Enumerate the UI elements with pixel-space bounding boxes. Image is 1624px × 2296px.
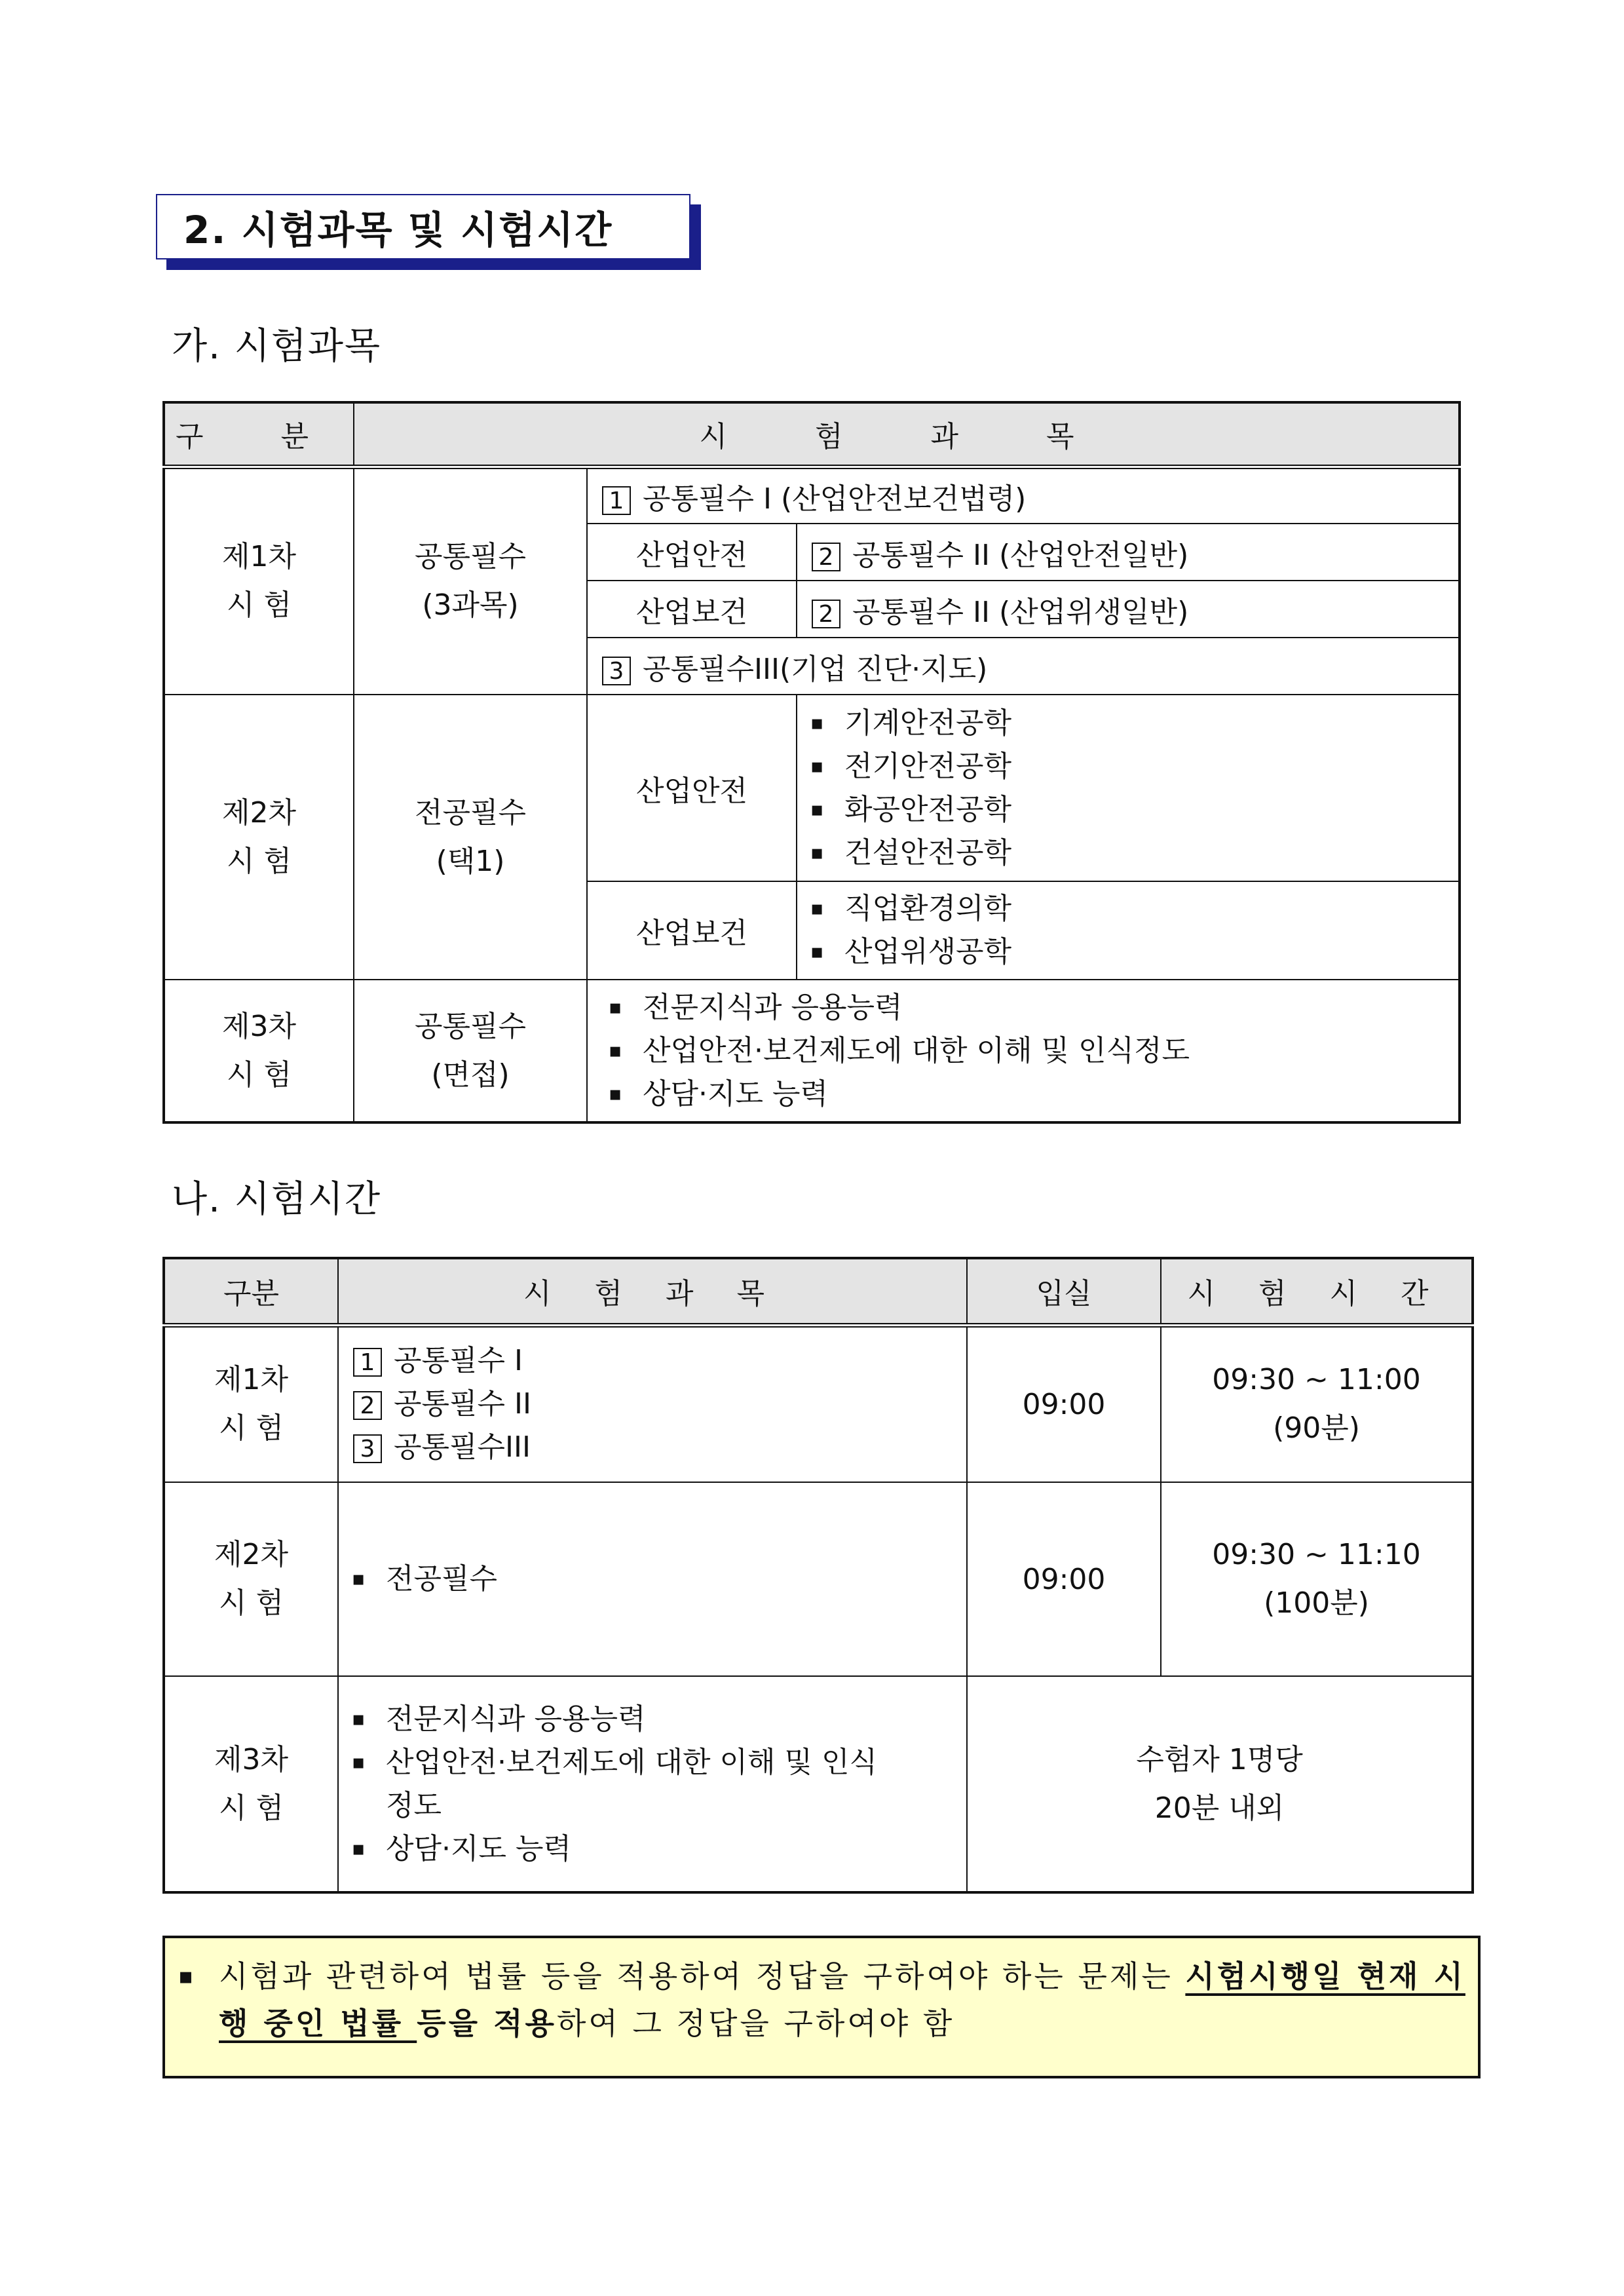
notice-emphasis-law: 시험시행일 현재 시행 중인 법률	[219, 1959, 1465, 2041]
table2-header-category: 구분	[164, 1258, 338, 1325]
number-box-icon: 1	[602, 486, 631, 515]
table2-round2-label: 제2차 시 험	[164, 1482, 338, 1676]
number-box-icon: 2	[812, 600, 840, 628]
list-item: ▪ 산업안전·보건제도에 대한 이해 및 인식정도	[595, 1029, 1458, 1073]
subject-text: 공통필수 I (산업안전보건법령)	[643, 482, 1027, 516]
subject-text: 공통필수 II (산업위생일반)	[852, 595, 1189, 629]
subject-text: 공통필수 II	[394, 1387, 531, 1421]
notice-emphasis-apply: 등을 적용	[417, 2006, 557, 2041]
exam-time-table	[162, 1257, 1474, 1894]
subject-text: 공통필수III	[394, 1430, 531, 1464]
table2-round3-list	[338, 1676, 967, 1892]
table2-round1-subjects	[338, 1325, 967, 1482]
number-box-icon: 1	[353, 1348, 382, 1377]
table1-round1-category: 공통필수 (3과목)	[354, 467, 587, 695]
list-item: ▪ 상담·지도 능력	[339, 1827, 894, 1871]
notice-text-1: 시험과 관련하여 법률 등을 적용하여 정답을 구하여야 하는 문제는	[219, 1959, 1186, 1994]
table1-round2-label: 제2차 시 험	[164, 695, 354, 980]
list-item: ▪ 전공필수	[339, 1558, 966, 1601]
table1-header-subjects: 시 험 과 목	[354, 402, 1460, 467]
table2-round2-entry: 09:00	[967, 1482, 1161, 1676]
table2-round1-time: 09:30 ~ 11:00 (90분)	[1161, 1325, 1473, 1482]
list-item: ▪ 화공안전공학	[797, 788, 1458, 832]
table1-round3-list	[587, 980, 1460, 1122]
list-item: ▪ 건설안전공학	[797, 832, 1458, 875]
exam-subjects-table	[162, 401, 1461, 1124]
subsection-heading-times: 나. 시험시간	[172, 1178, 382, 1221]
table1-round1-subject2-safety	[797, 524, 1460, 581]
table2-round3-label: 제3차 시 험	[164, 1676, 338, 1892]
notice-text-2: 하여 그 정답을 구하여야 함	[557, 2006, 955, 2041]
table2-round1-label: 제1차 시 험	[164, 1325, 338, 1482]
table1-round2-field-health: 산업보건	[587, 881, 797, 980]
subject-text: 공통필수 I	[394, 1344, 523, 1378]
list-item: ▪ 기계안전공학	[797, 702, 1458, 745]
table1-round2-category: 전공필수 (택1)	[354, 695, 587, 980]
subsection-heading-subjects: 가. 시험과목	[172, 325, 382, 368]
table1-round1-subject1	[587, 467, 1460, 524]
table2-header-time: 시 험 시 간	[1161, 1258, 1473, 1325]
notice-box	[162, 1936, 1481, 2078]
list-item: ▪ 산업안전·보건제도에 대한 이해 및 인식정도	[339, 1741, 894, 1827]
table2-header-entry: 입실	[967, 1258, 1161, 1325]
table1-round1-field-safety: 산업안전	[587, 524, 797, 581]
list-item: ▪ 상담·지도 능력	[595, 1073, 1458, 1116]
subject-text: 공통필수 II (산업안전일반)	[852, 538, 1189, 572]
table2-round2-subject	[338, 1482, 967, 1676]
table1-round3-label: 제3차 시 험	[164, 980, 354, 1122]
subject-text: 공통필수III(기업 진단·지도)	[643, 652, 988, 686]
number-box-icon: 3	[353, 1434, 382, 1463]
table1-round1-label: 제1차 시 험	[164, 467, 354, 695]
list-item: ▪ 전문지식과 응용능력	[339, 1698, 894, 1741]
table1-round1-field-health: 산업보건	[587, 581, 797, 638]
bullet-icon: ▪	[178, 1963, 197, 1989]
table2-header-subjects: 시 험 과 목	[338, 1258, 967, 1325]
table2-round1-entry: 09:00	[967, 1325, 1161, 1482]
number-box-icon: 2	[353, 1391, 382, 1420]
table2-round3-time: 수험자 1명당 20분 내외	[967, 1676, 1473, 1892]
table1-header-category: 구 분	[164, 402, 354, 467]
number-box-icon: 2	[812, 543, 840, 571]
list-item: ▪ 전문지식과 응용능력	[595, 986, 1458, 1029]
table2-round2-time: 09:30 ~ 11:10 (100분)	[1161, 1482, 1473, 1676]
list-item: ▪ 직업환경의학	[797, 887, 1458, 930]
table1-round2-health-list	[797, 881, 1460, 980]
table1-round3-category: 공통필수 (면접)	[354, 980, 587, 1122]
table1-round2-field-safety: 산업안전	[587, 695, 797, 881]
number-box-icon: 3	[602, 657, 631, 685]
list-item: ▪ 전기안전공학	[797, 745, 1458, 788]
table1-round1-subject2-health	[797, 581, 1460, 638]
list-item: ▪ 산업위생공학	[797, 930, 1458, 974]
section-title: 2. 시험과목 및 시험시간	[156, 194, 690, 259]
table1-round2-safety-list	[797, 695, 1460, 881]
table1-round1-subject3	[587, 638, 1460, 695]
